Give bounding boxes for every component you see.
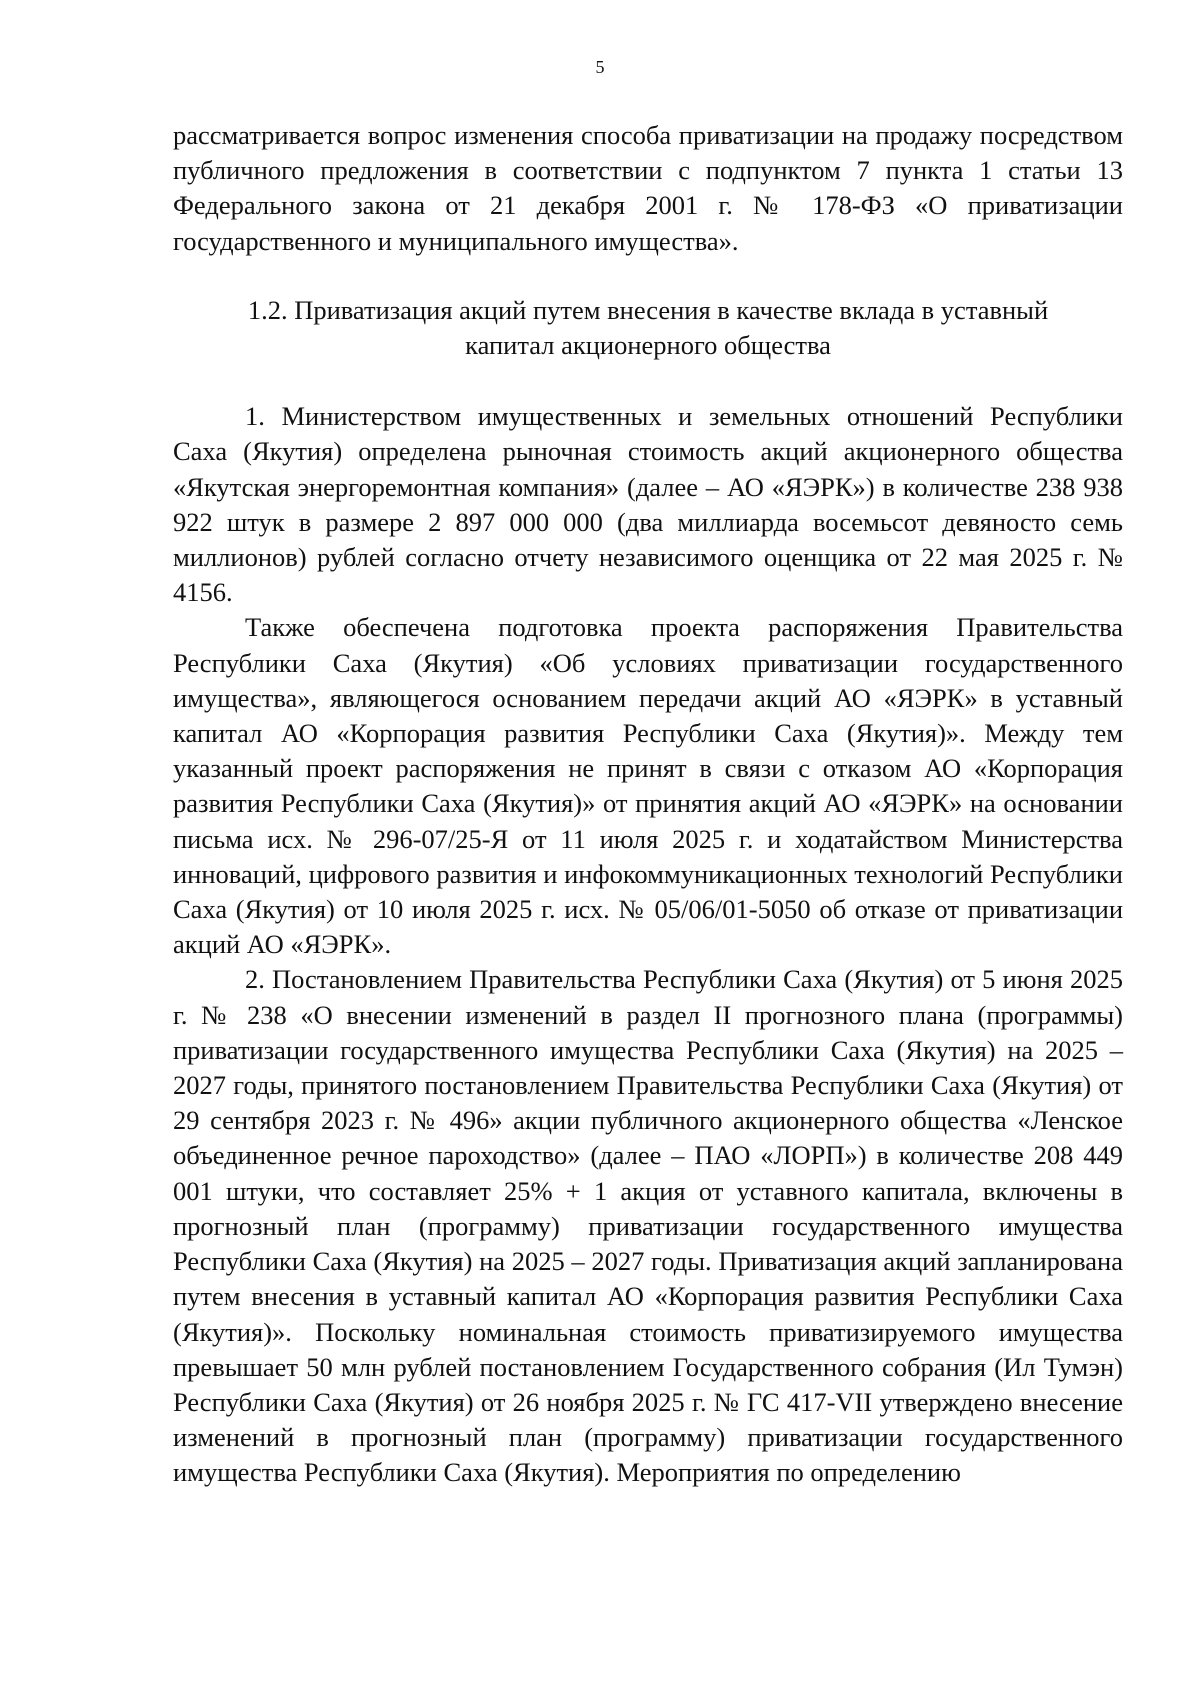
section-heading-line-1: 1.2. Приватизация акций путем внесения в качестве вклада в уставный <box>247 294 1049 325</box>
intro-paragraph: рассматривается вопрос изменения способа приватизации на продажу посредством публичного предложения в соответствии с подпунктом 7 пункта 1 статьи 13 Федерального закона от 21 декабря 2001 г. № 178-ФЗ «О приватизации государственного и муниципального имущества». <box>173 120 1123 256</box>
page-number: 5 <box>595 57 605 77</box>
paragraph-item-1-valuation: 1. Министерством имущественных и земельных отношений Республики Саха (Якутия) определена рыночная стоимость акций акционерного общества «Якутская энергоремонтная компания» (далее – АО «ЯЭРК») в количестве 238 938 922 штук в размере 2 897 000 000 (два миллиарда восемьсот девяносто семь миллионов) рублей согласно отчету независимого оценщика от 22 мая 2025 г. № 4156. <box>173 401 1123 608</box>
section-heading <box>173 293 1123 363</box>
section-heading-line-2: капитал акционерного общества <box>465 330 831 361</box>
document-body <box>173 118 1123 1491</box>
paragraph-draft-order-refusal: Также обеспечена подготовка проекта распоряжения Правительства Республики Саха (Якутия) «Об условиях приватизации государственного имущества», являющегося основанием передачи акций АО «ЯЭРК» в уставный капитал АО «Корпорация развития Республики Саха (Якутия)». Между тем указанный проект распоряжения не принят в связи с отказом АО «Корпорация развития Республики Саха (Якутия)» от принятия акций АО «ЯЭРК» на основании письма исх. № 296-07/25-Я от 11 июля 2025 г. и ходатайством Министерства инноваций, цифрового развития и инфокоммуникационных технологий Республики Саха (Якутия) от 10 июля 2025 г. исх. № 05/06/01-5050 об отказе от приватизации акций АО «ЯЭРК». <box>173 612 1123 960</box>
paragraph-item-2-lorp: 2. Постановлением Правительства Республики Саха (Якутия) от 5 июня 2025 г. № 238 «О внесении изменений в раздел II прогнозного плана (программы) приватизации государственного имущества Республики Саха (Якутия) на 2025 – 2027 годы, принятого постановлением Правительства Республики Саха (Якутия) от 29 сентября 2023 г. № 496» акции публичного акционерного общества «Ленское объединенное речное пароходство» (далее – ПАО «ЛОРП») в количестве 208 449 001 штуки, что составляет 25% + 1 акция от уставного капитала, включены в прогнозный план (программу) приватизации государственного имущества Республики Саха (Якутия) на 2025 – 2027 годы. Приватизация акций запланирована путем внесения в уставный капитал АО «Корпорация развития Республики Саха (Якутия)». Поскольку номинальная стоимость приватизируемого имущества превышает 50 млн рублей постановлением Государственного собрания (Ил Тумэн) Республики Саха (Якутия) от 26 ноября 2025 г. № ГС 417-VII утверждено внесение изменений в прогнозный план (программу) приватизации государственного имущества Республики Саха (Якутия). Мероприятия по определению <box>173 964 1123 1488</box>
